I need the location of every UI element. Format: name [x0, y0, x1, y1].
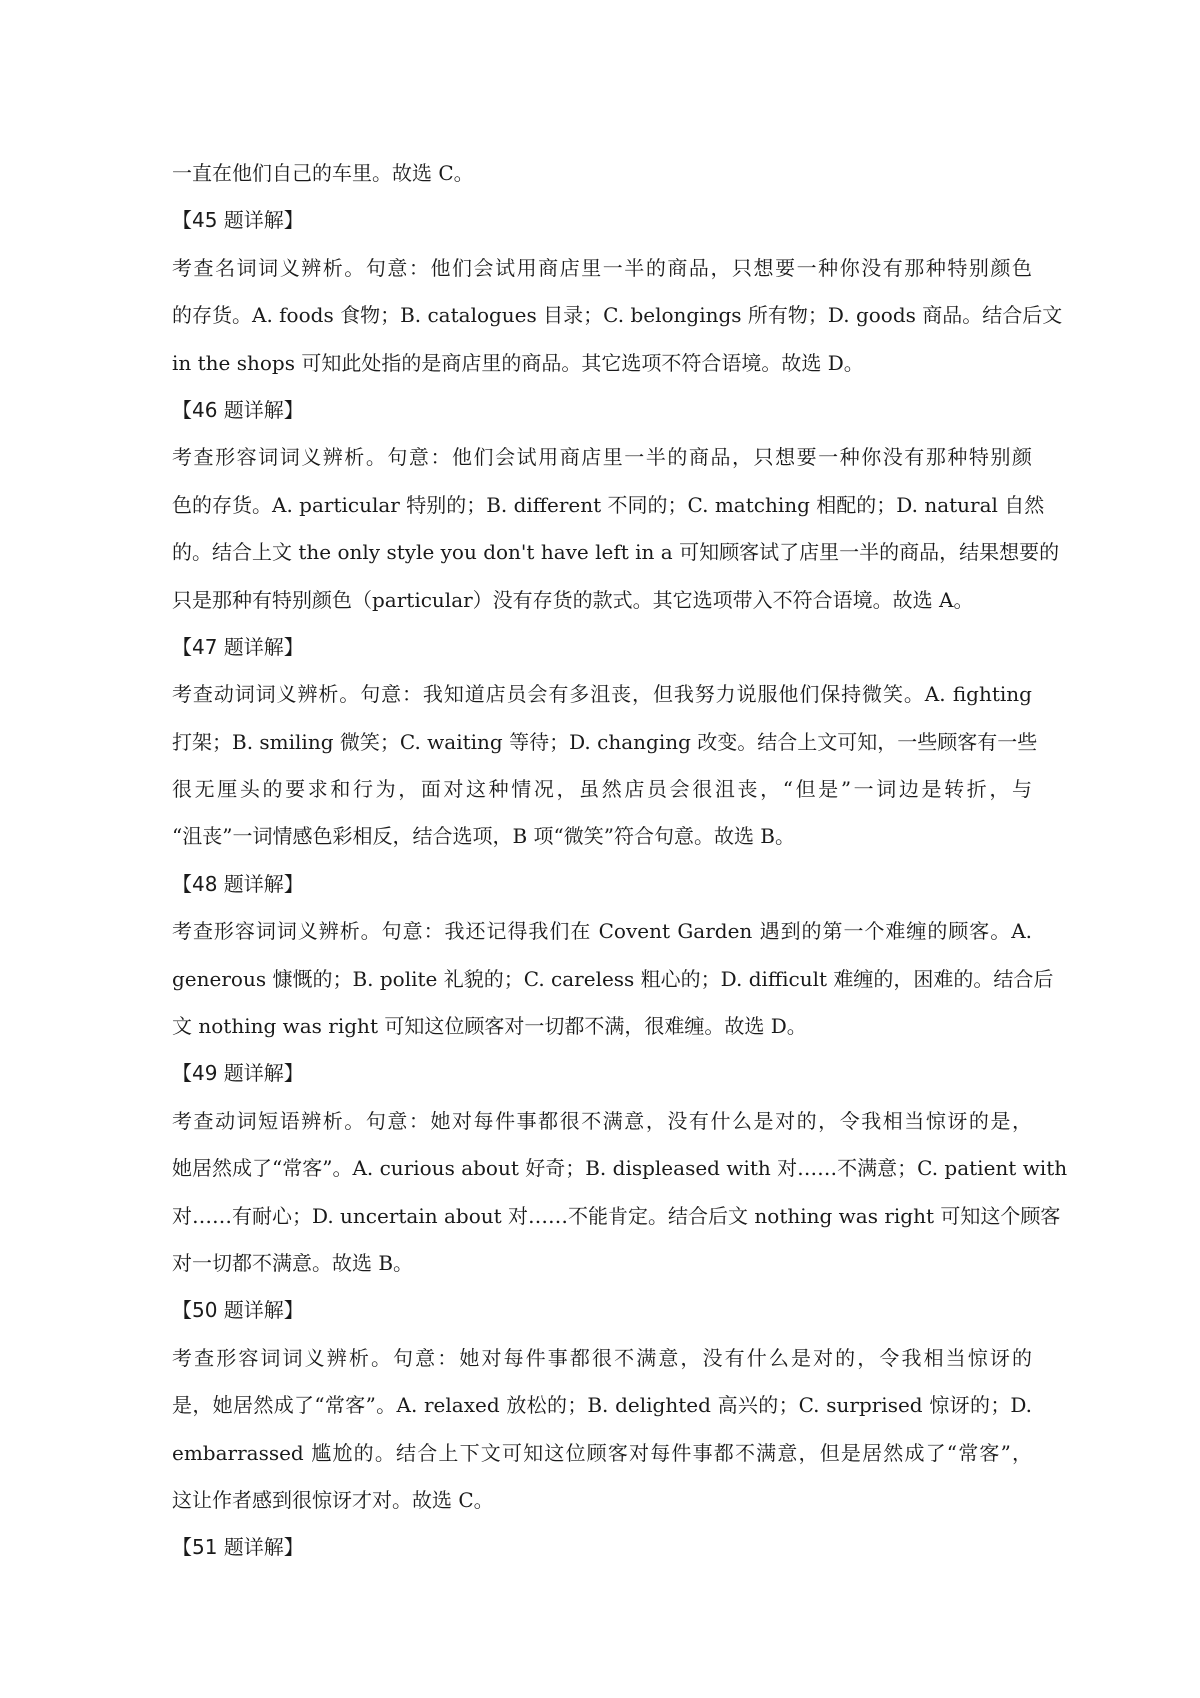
paragraph-line: embarrassed 尴尬的。结合上下文可知这位顾客对每件事都不满意，但是居然成了“常客”，	[172, 1440, 1032, 1465]
paragraph-line: 考查形容词词义辨析。句意：她对每件事都很不满意，没有什么是对的，令我相当惊讶的	[172, 1345, 1032, 1370]
paragraph-line: generous 慷慨的；B. polite 礼貌的；C. careless 粗心的；D. difficult 难缠的，困难的。结合后	[172, 966, 1054, 991]
paragraph-line: 文 nothing was right 可知这位顾客对一切都不满，很难缠。故选 D。	[172, 1014, 807, 1039]
paragraph-line: 考查动词短语辨析。句意：她对每件事都很不满意，没有什么是对的，令我相当惊讶的是，	[172, 1108, 1032, 1133]
section-heading: 【45 题详解】	[172, 208, 304, 233]
paragraph-line: 打架；B. smiling 微笑；C. waiting 等待；D. changing 改变。结合上文可知，一些顾客有一些	[172, 729, 1038, 754]
paragraph-line: 考查名词词义辨析。句意：他们会试用商店里一半的商品，只想要一种你没有那种特别颜色	[172, 255, 1032, 280]
paragraph-line: 一直在他们自己的车里。故选 C。	[172, 161, 474, 185]
paragraph-line: 考查动词词义辨析。句意：我知道店员会有多沮丧，但我努力说服他们保持微笑。A. fighting	[172, 682, 1032, 707]
paragraph-line: in the shops 可知此处指的是商店里的商品。其它选项不符合语境。故选 D。	[172, 350, 864, 375]
paragraph-line: 她居然成了“常客”。A. curious about 好奇；B. displeased with 对……不满意；C. patient with	[172, 1156, 1068, 1181]
section-heading: 【47 题详解】	[172, 634, 304, 659]
paragraph-line: 这让作者感到很惊讶才对。故选 C。	[172, 1487, 494, 1512]
paragraph-line: 很无厘头的要求和行为，面对这种情况，虽然店员会很沮丧，“但是”一词边是转折，与	[172, 777, 1032, 802]
paragraph-line: 考查形容词词义辨析。句意：我还记得我们在 Covent Garden 遇到的第一个难缠的顾客。A.	[172, 919, 1032, 944]
section-heading: 【46 题详解】	[172, 397, 304, 422]
paragraph-line: 对一切都不满意。故选 B。	[172, 1250, 414, 1275]
paragraph-line: 考查形容词词义辨析。句意：他们会试用商店里一半的商品，只想要一种你没有那种特别颜	[172, 445, 1032, 470]
section-heading: 【48 题详解】	[172, 871, 304, 896]
paragraph-line: 色的存货。A. particular 特别的；B. different 不同的；C. matching 相配的；D. natural 自然	[172, 492, 1045, 517]
paragraph-line: 是，她居然成了“常客”。A. relaxed 放松的；B. delighted 高兴的；C. surprised 惊讶的；D.	[172, 1393, 1032, 1418]
paragraph-line: 的存货。A. foods 食物；B. catalogues 目录；C. belongings 所有物；D. goods 商品。结合后文	[172, 303, 1063, 328]
section-heading: 【50 题详解】	[172, 1298, 304, 1323]
paragraph-line: 对……有耐心；D. uncertain about 对……不能肯定。结合后文 nothing was right 可知这个顾客	[172, 1203, 1061, 1228]
paragraph-line: 只是那种有特别颜色（particular）没有存货的款式。其它选项带入不符合语境。故选 A。	[172, 587, 974, 612]
section-heading: 【49 题详解】	[172, 1061, 304, 1086]
paragraph-line: 的。结合上文 the only style you don't have left in a 可知顾客试了店里一半的商品，结果想要的	[172, 540, 1060, 565]
section-heading: 【51 题详解】	[172, 1535, 304, 1560]
document-body	[172, 150, 1068, 1572]
paragraph-line: “沮丧”一词情感色彩相反，结合选项，B 项“微笑”符合句意。故选 B。	[172, 824, 796, 849]
